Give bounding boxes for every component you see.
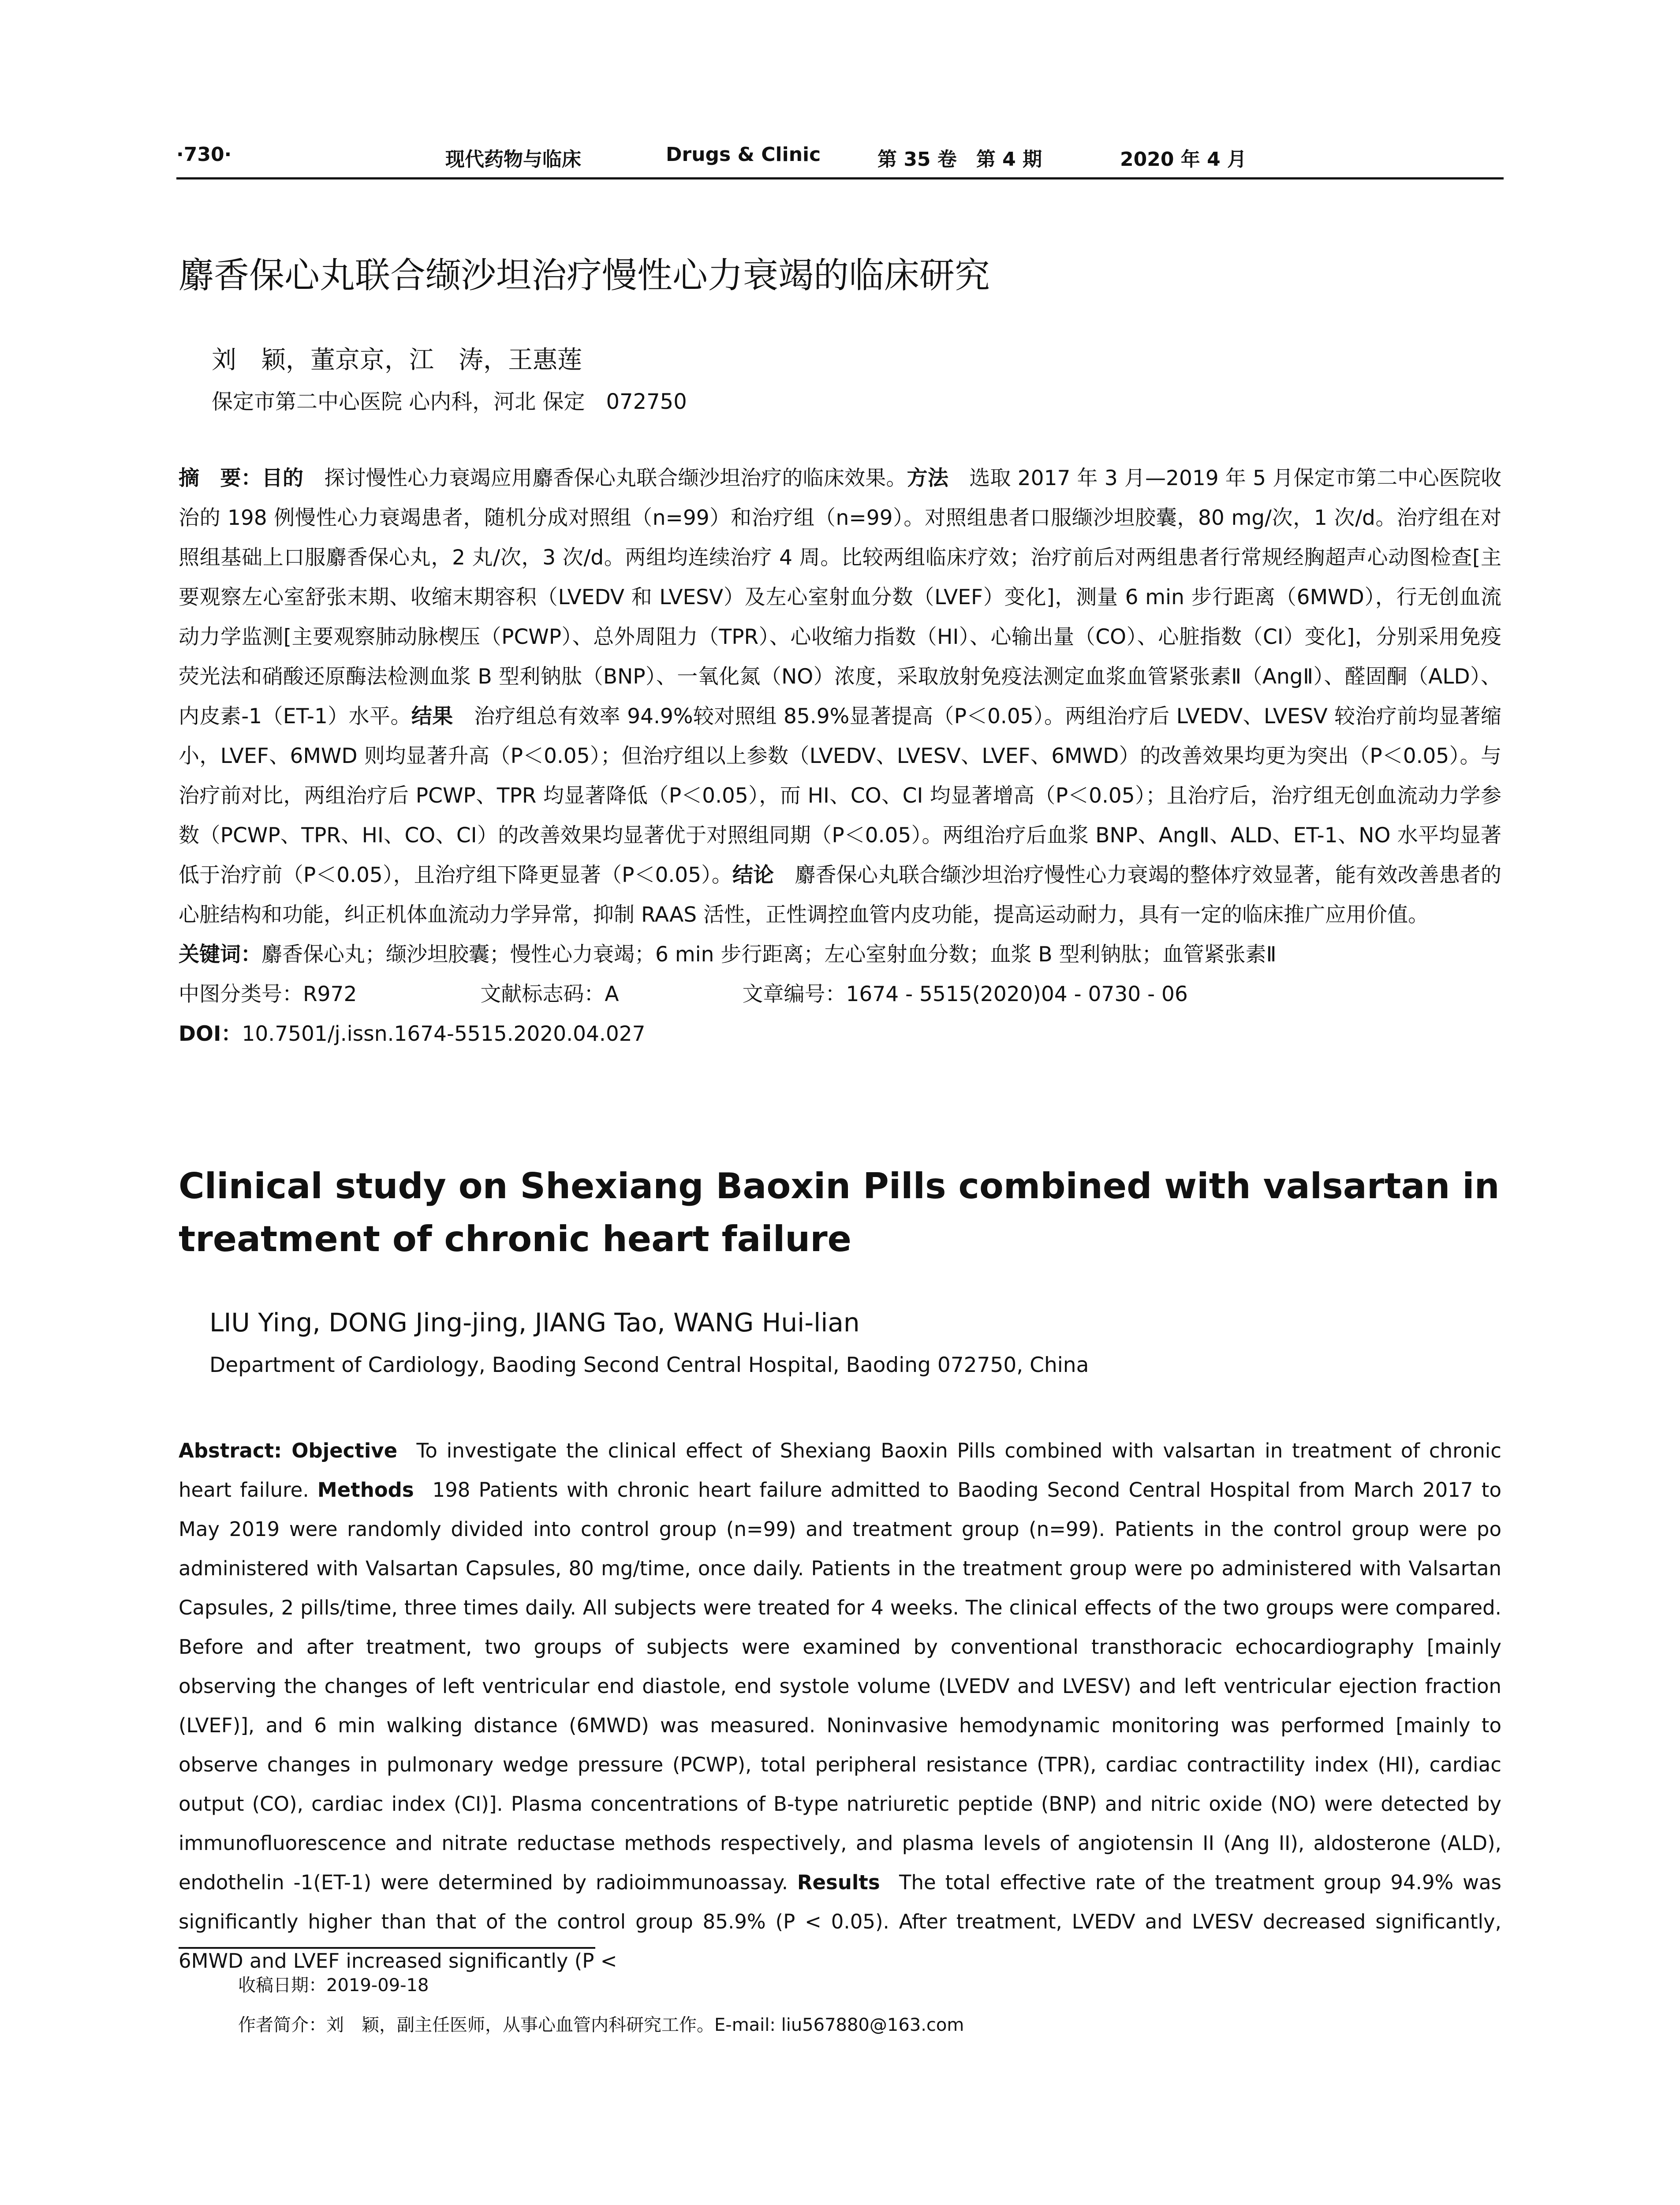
- abstract-cn: [179, 459, 1501, 1054]
- volume-issue: 第 35 卷 第 4 期: [877, 148, 1042, 171]
- methods-en: 198 Patients with chronic heart failure admitted to Baoding Second Central Hospital from March 2017 to May 2019 were randomly divided into control group (n=99) and treatment group (n=99). Patients in the control group were po administered with Valsartan Capsules, 80 mg/time, once daily. Patients in the treatment group were po administered with Valsartan Capsules, 2 pills/time, three times daily. All subjects were treated for 4 weeks. The clinical effects of the two groups were compared. Before and after treatment, two groups of subjects were examined by conventional transthoracic echocardiography [mainly observing the changes of left ventricular end diastole, end systole volume (LVEDV and LVESV) and left ventricular ejection fraction (LVEF)], and 6 min walking distance (6MWD) was measured. Noninvasive hemodynamic monitoring was performed [mainly to observe changes in pulmonary wedge pressure (PCWP), total peripheral resistance (TPR), cardiac contractility index (HI), cardiac output (CO), cardiac index (CI)]. Plasma concentrations of B-type natriuretic peptide (BNP) and nitric oxide (NO) were detected by immunofluorescence and nitrate reductase methods respectively, and plasma levels of angiotensin II (Ang II), aldosterone (ALD), endothelin -1(ET-1) were determined by radioimmunoassay.: [179, 1478, 1501, 1894]
- journal-name-en: Drugs & Clinic: [666, 143, 821, 166]
- header-rule: [176, 177, 1504, 179]
- classification-row: [179, 975, 1501, 1014]
- article-title-cn: 麝香保心丸联合缬沙坦治疗慢性心力衰竭的临床研究: [179, 255, 990, 296]
- conclusion-cn: 麝香保心丸联合缬沙坦治疗慢性心力衰竭的整体疗效显著，能有效改善患者的心脏结构和功能，纠正机体血流动力学异常，抑制 RAAS 活性，正性调控血管内皮功能，提高运动耐力，具有一定的临床推广应用价值。: [179, 863, 1502, 927]
- affiliation-cn: 保定市第二中心医院 心内科，河北 保定 072750: [212, 389, 687, 414]
- keywords-label-cn: 关键词：: [179, 942, 261, 967]
- received-date: 收稿日期：2019-09-18: [238, 1975, 429, 1996]
- results-label-en: Results: [797, 1871, 880, 1894]
- objective-en: To investigate the clinical effect of Shexiang Baoxin Pills combined with valsartan in treatment of chronic heart failure.: [179, 1439, 1502, 1502]
- abstract-en-label: Abstract: Objective: [179, 1439, 398, 1462]
- abstract-en: [179, 1431, 1501, 1981]
- authors-cn: 刘 颖，董京京，江 涛，王惠莲: [212, 346, 582, 374]
- page-number: ·730·: [176, 143, 232, 166]
- results-label-cn: 结果: [411, 704, 453, 729]
- methods-cn: 选取 2017 年 3 月—2019 年 5 月保定市第二中心医院收治的 198 例慢性心力衰竭患者，随机分成对照组（n=99）和治疗组（n=99）。对照组患者口服缬沙坦胶囊，80 mg/次，1 次/d。治疗组在对照组基础上口服麝香保心丸，2 丸/次，3 次/d。两组均连续治疗 4 周。比较两组临床疗效；治疗前后对两组患者行常规经胸超声心动图检查[主要观察左心室舒张末期、收缩末期容积（LVEDV 和 LVESV）及左心室射血分数（LVEF）变化]，测量 6 min 步行距离（6MWD），行无创血流动力学监测[主要观察肺动脉楔压（PCWP）、总外周阻力（TPR）、心收缩力指数（HI）、心输出量（CO）、心脏指数（CI）变化]，分别采用免疫荧光法和硝酸还原酶法检测血浆 B 型利钠肽（BNP）、一氧化氮（NO）浓度，采取放射免疫法测定血浆血管紧张素Ⅱ（AngⅡ）、醛固酮（ALD）、内皮素-1（ET-1）水平。: [179, 466, 1502, 729]
- author-bio: 作者简介：刘 颖，副主任医师，从事心血管内科研究工作。E-mail: liu567880@163.com: [238, 2015, 964, 2035]
- doi-line: [179, 1014, 1501, 1054]
- methods-label-cn: 方法: [907, 466, 949, 490]
- footnote-rule: [179, 1947, 595, 1949]
- keywords-cn: [179, 935, 1501, 975]
- results-en: The total effective rate of the treatment group 94.9% was significantly higher than that of the control group 85.9% (P < 0.05). After treatment, LVEDV and LVESV decreased significantly, 6MWD and LVEF increased significantly (P <: [179, 1871, 1501, 1973]
- objective-cn: 探讨慢性心力衰竭应用麝香保心丸联合缬沙坦治疗的临床效果。: [324, 466, 907, 490]
- objective-label-cn: 目的: [261, 466, 304, 490]
- journal-name-cn: 现代药物与临床: [445, 148, 581, 171]
- document-code: 文献标志码：A: [480, 982, 619, 1006]
- affiliation-en: Department of Cardiology, Baoding Second Central Hospital, Baoding 072750, China: [209, 1353, 1089, 1377]
- issue-date: 2020 年 4 月: [1120, 148, 1247, 171]
- abstract-cn-label: 摘 要：: [179, 466, 262, 490]
- doi-value: 10.7501/j.issn.1674-5515.2020.04.027: [242, 1022, 646, 1046]
- article-number: 文章编号：1674 - 5515(2020)04 - 0730 - 06: [742, 982, 1188, 1006]
- doi-label: DOI：: [179, 1022, 242, 1046]
- conclusion-label-cn: 结论: [732, 863, 774, 887]
- authors-en: LIU Ying, DONG Jing-jing, JIANG Tao, WANG Hui-lian: [209, 1308, 860, 1338]
- results-cn: 治疗组总有效率 94.9%较对照组 85.9%显著提高（P＜0.05）。两组治疗后 LVEDV、LVESV 较治疗前均显著缩小，LVEF、6MWD 则均显著升高（P＜0.05）；但治疗组以上参数（LVEDV、LVESV、LVEF、6MWD）的改善效果均更为突出（P＜0.05）。与治疗前对比，两组治疗后 PCWP、TPR 均显著降低（P＜0.05），而 HI、CO、CI 均显著增高（P＜0.05）；且治疗后，治疗组无创血流动力学参数（PCWP、TPR、HI、CO、CI）的改善效果均显著优于对照组同期（P＜0.05）。两组治疗后血浆 BNP、AngⅡ、ALD、ET-1、NO 水平均显著低于治疗前（P＜0.05），且治疗组下降更显著（P＜0.05）。: [179, 704, 1501, 887]
- running-header: [176, 143, 1504, 179]
- keywords-text-cn: 麝香保心丸；缬沙坦胶囊；慢性心力衰竭；6 min 步行距离；左心室射血分数；血浆 B 型利钠肽；血管紧张素Ⅱ: [261, 942, 1277, 967]
- article-title-en: Clinical study on Shexiang Baoxin Pills combined with valsartan in treatment of chronic heart failure: [179, 1166, 1500, 1259]
- methods-label-en: Methods: [317, 1478, 414, 1502]
- abstract-cn-body: [179, 459, 1501, 935]
- clc-number: 中图分类号：R972: [179, 982, 357, 1006]
